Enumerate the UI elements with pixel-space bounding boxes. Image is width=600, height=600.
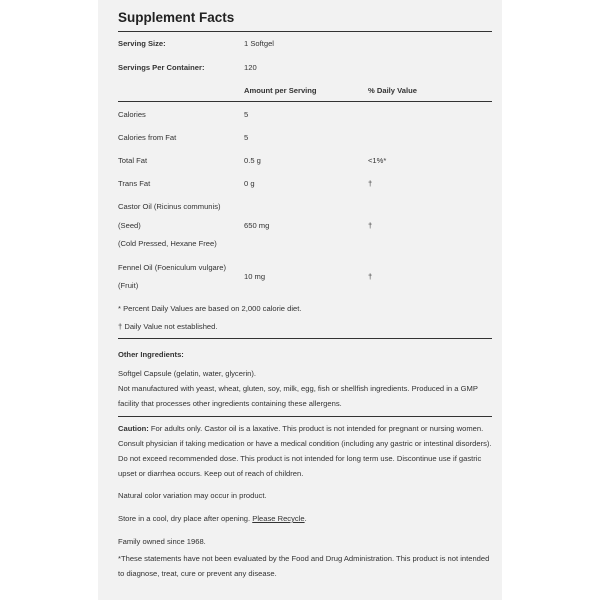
footnote-dagger: † Daily Value not established. [118, 322, 218, 331]
row-castor-oil-name-line2: (Seed) [118, 221, 141, 230]
fda-disclaimer: *These statements have not been evaluated by the Food and Drug Administration. This product is not intended to diagnose, treat, cure or prevent any disease. [118, 554, 490, 578]
row-calories-from-fat-amount: 5 [244, 133, 249, 142]
row-total-fat-dv: <1%* [368, 156, 387, 165]
table-bottom-rule [118, 338, 492, 339]
row-calories-name: Calories [118, 110, 146, 119]
serving-size-label: Serving Size: [118, 39, 166, 48]
row-total-fat-name: Total Fat [118, 156, 148, 165]
caution-paragraph [118, 421, 492, 481]
caution-rule [118, 416, 492, 417]
row-fennel-oil-dv: † [368, 272, 373, 281]
family-owned-note: Family owned since 1968. [118, 537, 206, 546]
servings-per-container-value: 120 [244, 63, 257, 72]
other-ingredients-capsule: Softgel Capsule (gelatin, water, glycerin). [118, 369, 257, 378]
row-trans-fat-amount: 0 g [244, 179, 255, 188]
storage-text: Store in a cool, dry place after opening. [118, 514, 253, 523]
header-daily-value: % Daily Value [368, 86, 417, 95]
row-fennel-oil-amount: 10 mg [244, 272, 266, 281]
caution-text: For adults only. Castor oil is a laxative. This product is not intended for pregnant or nursing women. Consult physician if taking medication or have a medical condition (including any gastric or intestinal disorders). Do not exceed recommended dose. This product is not intended for long term use. Discontinue use if gastric upset or diarrhea occurs. Keep out of reach of children. [118, 424, 492, 478]
row-castor-oil-name-line3: (Cold Pressed, Hexane Free) [118, 239, 217, 248]
row-fennel-oil-name-line1: Fennel Oil (Foeniculum vulgare) [118, 263, 227, 272]
color-variation-note: Natural color variation may occur in product. [118, 491, 267, 500]
row-castor-oil-dv: † [368, 221, 373, 230]
storage-end: . [304, 514, 307, 523]
row-calories-amount: 5 [244, 110, 249, 119]
row-castor-oil-amount: 650 mg [244, 221, 270, 230]
supplement-facts-panel [98, 0, 502, 600]
title-rule [118, 31, 492, 32]
header-rule [118, 101, 492, 102]
row-trans-fat-dv: † [368, 179, 373, 188]
row-castor-oil-name-line1: Castor Oil (Ricinus communis) [118, 202, 221, 211]
row-fennel-oil-name-line2: (Fruit) [118, 281, 139, 290]
header-amount-per-serving: Amount per Serving [244, 86, 317, 95]
row-trans-fat-name: Trans Fat [118, 179, 151, 188]
please-recycle-text: Please Recycle [252, 514, 305, 523]
storage-note [118, 515, 307, 523]
serving-size-value: 1 Softgel [244, 39, 274, 48]
other-ingredients-heading: Other Ingredients: [118, 350, 184, 359]
row-total-fat-amount: 0.5 g [244, 156, 261, 165]
panel-title: Supplement Facts [118, 10, 235, 25]
allergen-statement: Not manufactured with yeast, wheat, gluten, soy, milk, egg, fish or shellfish ingredients. Produced in a GMP facility that processes other ingredients containing these allergens. [118, 384, 478, 408]
row-calories-from-fat-name: Calories from Fat [118, 133, 177, 142]
servings-per-container-label: Servings Per Container: [118, 63, 205, 72]
caution-label: Caution: [118, 424, 149, 433]
footnote-daily-value: * Percent Daily Values are based on 2,000 calorie diet. [118, 304, 302, 313]
